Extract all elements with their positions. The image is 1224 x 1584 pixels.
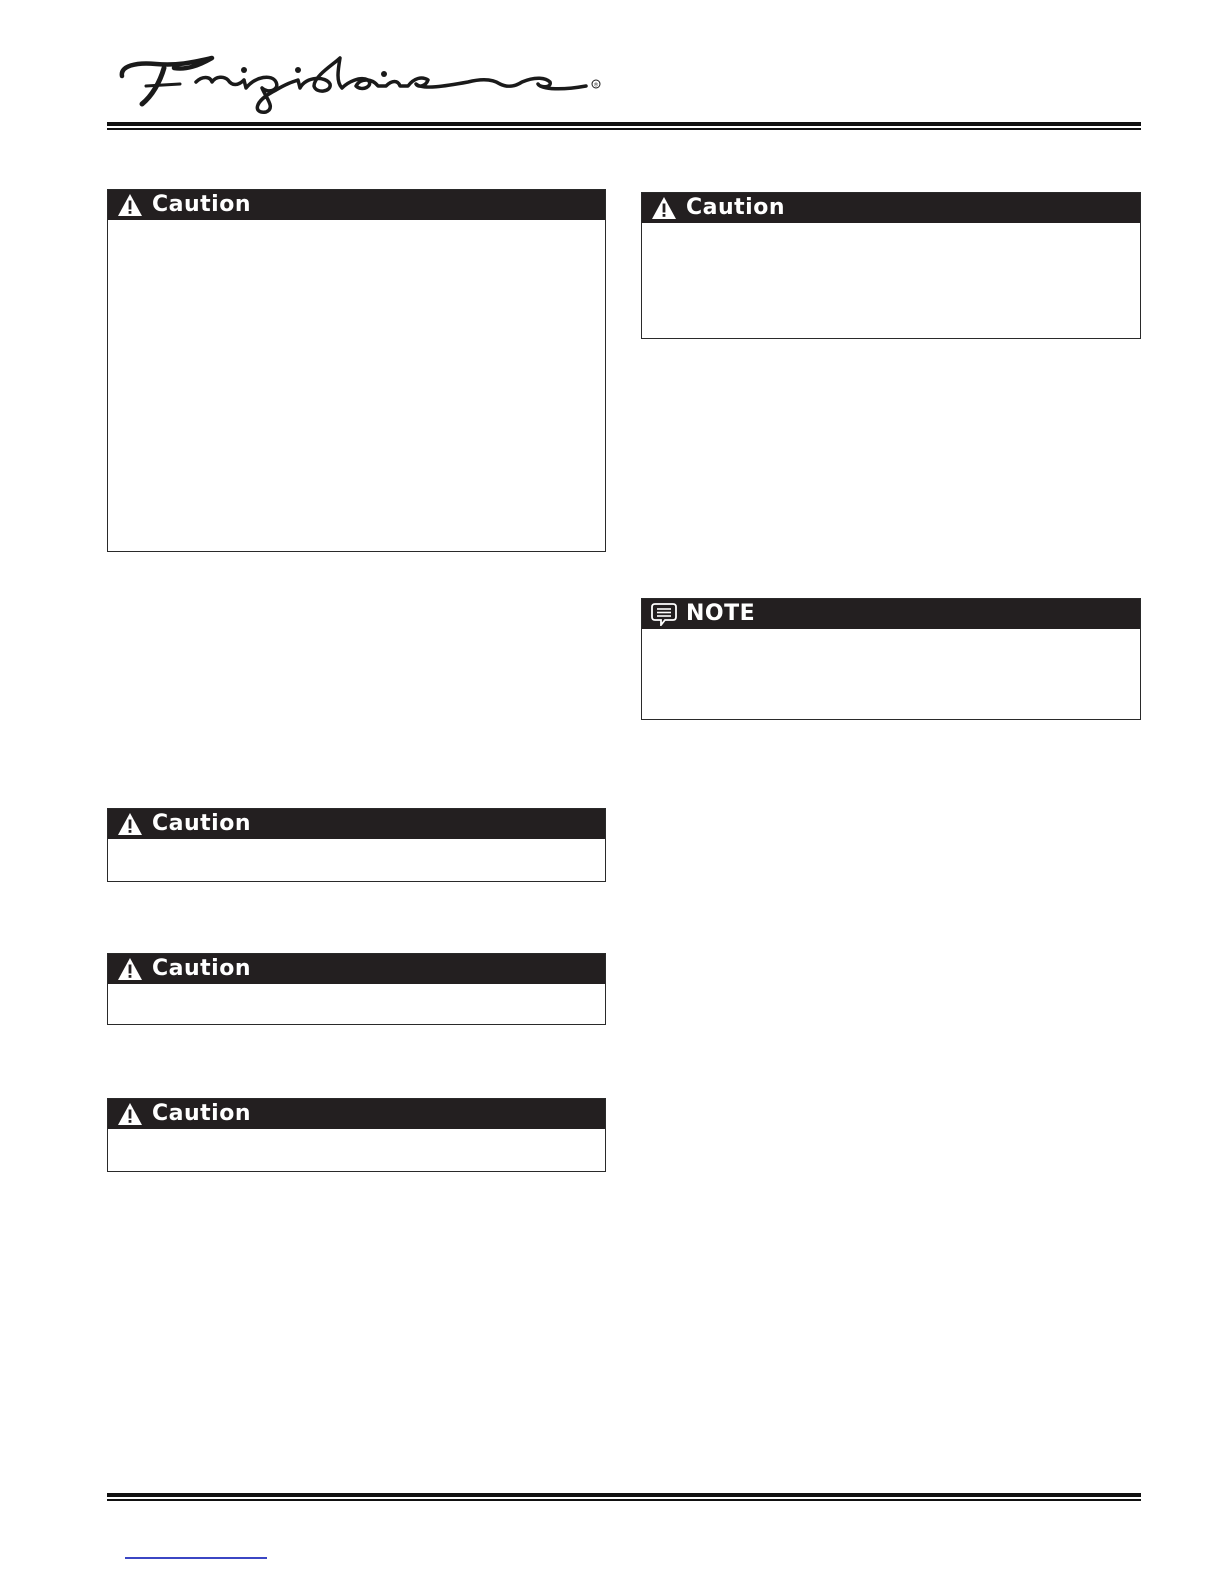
note-label: NOTE <box>686 601 756 626</box>
caution-header <box>108 190 605 220</box>
caution-box <box>107 808 606 882</box>
note-speech-icon <box>651 602 677 626</box>
caution-box <box>107 953 606 1025</box>
warning-triangle-icon <box>117 812 143 836</box>
caution-box <box>641 192 1141 339</box>
registered-mark: ® <box>593 82 599 89</box>
caution-label: Caution <box>152 1101 251 1126</box>
note-box <box>641 598 1141 720</box>
caution-header <box>642 193 1140 223</box>
caution-label: Caution <box>686 195 785 220</box>
warning-triangle-icon <box>651 196 677 220</box>
caution-label: Caution <box>152 811 251 836</box>
warning-triangle-icon <box>117 957 143 981</box>
caution-box <box>107 189 606 552</box>
warning-triangle-icon <box>117 1102 143 1126</box>
note-header <box>642 599 1140 629</box>
warning-triangle-icon <box>117 193 143 217</box>
caution-header <box>108 809 605 839</box>
footer-link-underline[interactable] <box>125 1557 267 1559</box>
caution-header <box>108 954 605 984</box>
frigidaire-logo <box>116 52 608 118</box>
caution-header <box>108 1099 605 1129</box>
caution-label: Caution <box>152 192 251 217</box>
header-rule <box>107 122 1141 130</box>
footer-rule <box>107 1493 1141 1501</box>
caution-label: Caution <box>152 956 251 981</box>
caution-box <box>107 1098 606 1172</box>
